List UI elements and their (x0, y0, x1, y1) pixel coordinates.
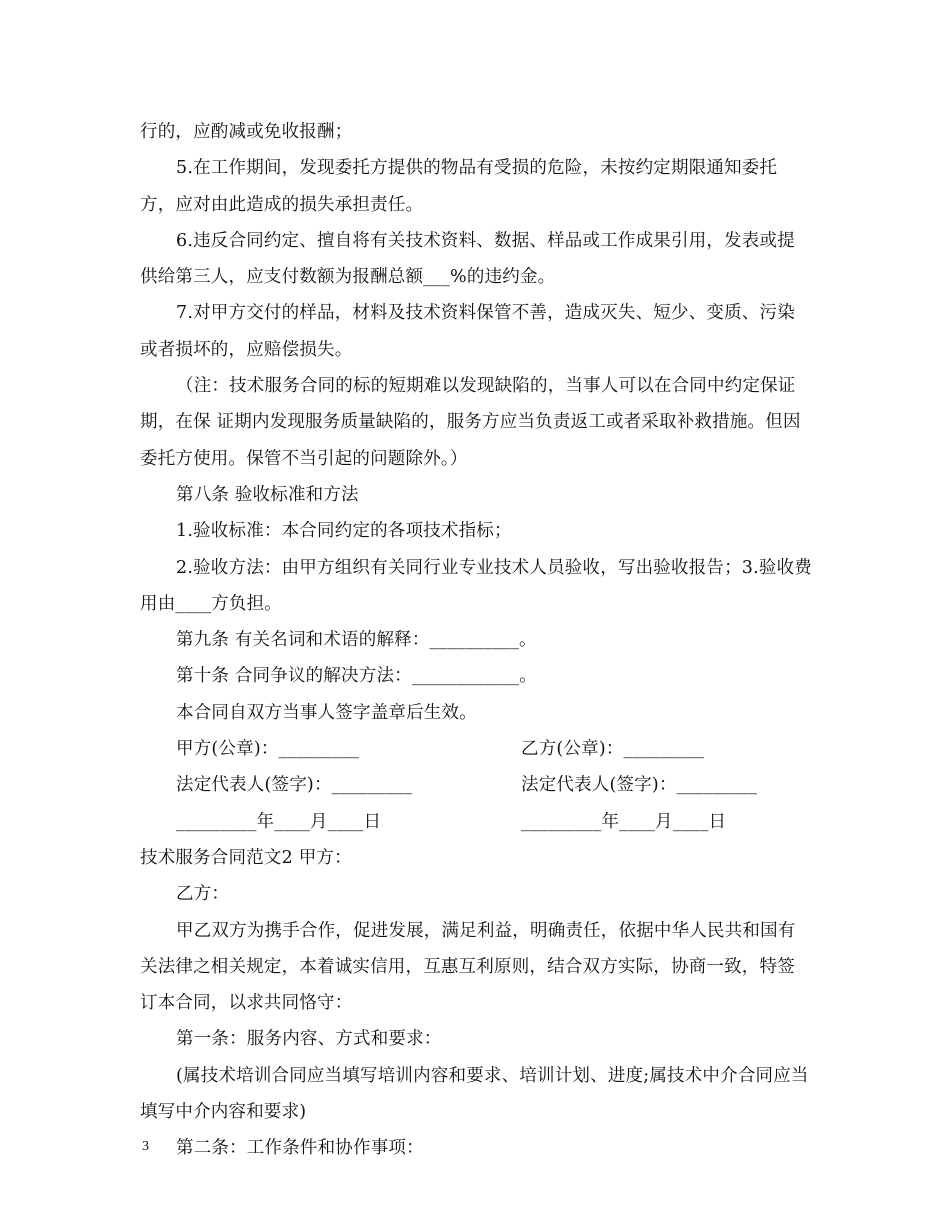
article-10: 第十条 合同争议的解决方法：____________。 (176, 666, 537, 687)
signature-row-representative (140, 767, 812, 803)
party-b-representative: 法定代表人(签字)：_________ (521, 775, 758, 796)
party-b-date: _________年____月____日 (521, 811, 727, 832)
signature-row-date (140, 804, 812, 840)
clause-5: 5.在工作期间，发现委托方提供的物品有受损的危险，未按约定期限通知委托方，应对由此造成的损失承担责任。 (140, 158, 778, 215)
clause-7: 7.对甲方交付的样品，材料及技术资料保管不善，造成灭失、短少、变质、污染或者损坏的，应赔偿损失。 (140, 303, 795, 360)
party-b-seal: 乙方(公章)：_________ (521, 739, 705, 760)
signature-row-seal (140, 731, 812, 767)
article-2-heading: 第二条：工作条件和协作事项： (176, 1138, 424, 1159)
article-1-heading: 第一条：服务内容、方式和要求： (176, 1029, 442, 1050)
article-9: 第九条 有关名词和术语的解释：__________。 (176, 630, 537, 651)
section-2-heading: 技术服务合同范文2 甲方： (140, 847, 352, 868)
note-paragraph: （注：技术服务合同的标的短期难以发现缺陷的，当事人可以在合同中约定保证期，在保 证期内发现服务质量缺陷的，服务方应当负责返工或者采取补救措施。但因委托方使用。保管不当引起的问题除外。） (140, 376, 801, 469)
clause-6: 6.违反合同约定、擅自将有关技术资料、数据、样品或工作成果引用，发表或提供给第三人，应支付数额为报酬总额___%的违约金。 (140, 230, 795, 288)
party-a-representative: 法定代表人(签字)：_________ (176, 775, 413, 796)
paragraph-continuation: 行的，应酌减或免收报酬； (140, 122, 353, 142)
effective-clause: 本合同自双方当事人签字盖章后生效。 (176, 702, 477, 723)
acceptance-method: 2.验收方法：由甲方组织有关同行业专业技术人员验收，写出验收报告；3.验收费用由____方负担。 (140, 557, 812, 614)
article-8-heading: 第八条 验收标准和方法 (176, 484, 359, 505)
party-a-date: _________年____月____日 (176, 811, 382, 832)
article-1-note: (属技术培训合同应当填写培训内容和要求、培训计划、进度;属技术中介合同应当填写中介内容和要求) (140, 1065, 809, 1123)
document-body (140, 114, 812, 1167)
acceptance-standard: 1.验收标准：本合同约定的各项技术指标； (176, 521, 512, 542)
party-a-seal: 甲方(公章)：_________ (176, 739, 360, 760)
page-number: 3 (142, 1139, 149, 1154)
party-b-label: 乙方： (176, 884, 230, 905)
preamble-paragraph: 甲乙双方为携手合作，促进发展，满足利益，明确责任，依据中华人民共和国有关法律之相关规定，本着诚实信用，互惠互利原则，结合双方实际，协商一致，特签订本合同，以求共同恪守： (140, 920, 796, 1014)
